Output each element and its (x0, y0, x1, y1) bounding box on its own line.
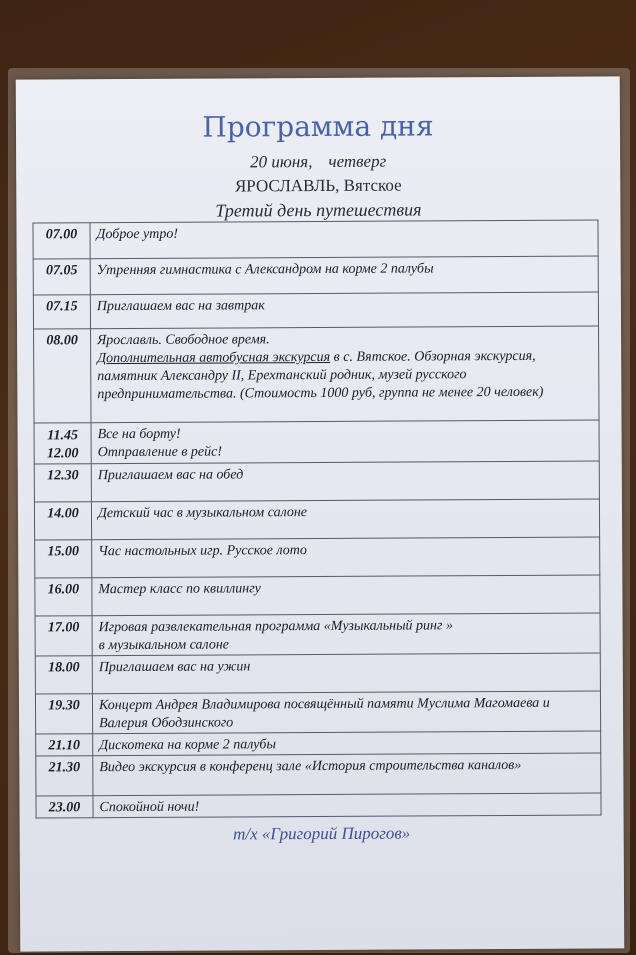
time-cell: 21.30 (36, 756, 93, 796)
time-cell: 12.30 (34, 464, 91, 502)
event-cell: Приглашаем вас на завтрак (90, 292, 598, 329)
event-cell: Видео экскурсия в конференц зале «История строительства каналов» (93, 753, 601, 796)
time-cell: 07.05 (33, 259, 90, 295)
event-cell: Мастер класс по квиллингу (92, 575, 600, 616)
event-cell: Утренняя гимнастика с Александром на корме 2 палубы (90, 256, 598, 295)
time-cell: 17.00 (35, 616, 92, 656)
event-cell: Час настольных игр. Русское лото (92, 537, 600, 578)
time-cell: 07.00 (33, 223, 90, 259)
event-cell (92, 613, 600, 656)
event-line: Ярославль. Свободное время. (97, 332, 270, 349)
event-cell: Приглашаем вас на ужин (92, 653, 600, 694)
event-cell: Спокойной ночи! (93, 793, 601, 818)
time-cell: 18.00 (35, 656, 92, 694)
event-line: в музыкальном салоне (98, 637, 230, 654)
time-line: 12.00 (46, 446, 79, 462)
event-cell: Дискотека на корме 2 палубы (93, 731, 601, 756)
event-line: Отправление в рейс! (97, 444, 223, 461)
time-cell: 21.10 (36, 734, 93, 756)
day-title: Третий день путешествия (215, 199, 422, 221)
event-cell: Концерт Андрея Владимирова посвящённый памяти Муслима Магомаева и Валерия Ободзинского (92, 691, 600, 734)
time-cell: 14.00 (34, 502, 91, 540)
table-row (34, 499, 599, 540)
time-line: 11.45 (47, 428, 78, 444)
time-cell: 07.15 (33, 295, 90, 329)
time-cell: 23.00 (36, 796, 93, 818)
date: 20 июня, (250, 152, 313, 172)
time-cell: 15.00 (35, 540, 92, 578)
table-row (35, 537, 600, 578)
table-row (33, 292, 598, 329)
excursion-details: в с. Вятское. Обзорная экскурсия, памятник Александру II, Ерехтанский родник, музей русского предпринимательства. (Стоимость 1000 руб, группа не менее 20 человек) (97, 348, 544, 403)
schedule-table (32, 220, 601, 819)
excursion-link-text: Дополнительная автобусная экскурсия (97, 349, 331, 367)
table-row (33, 220, 598, 259)
time-cell (34, 423, 91, 464)
table-row (34, 326, 599, 423)
event-line: Все на борту! (97, 426, 181, 443)
date-line (16, 150, 620, 173)
event-cell: Приглашаем вас на обед (91, 461, 599, 502)
location: ЯРОСЛАВЛЬ, Вятское (234, 175, 402, 196)
page-title: Программа дня (202, 109, 434, 144)
table-row (36, 753, 601, 796)
table-row (35, 691, 600, 734)
table-row (36, 731, 601, 756)
table-row (33, 256, 598, 295)
ship-name: т/х «Григорий Пирогов» (233, 823, 411, 844)
event-line: Игровая развлекательная программа «Музыкальный ринг » (98, 618, 453, 636)
event-cell: Доброе утро! (90, 220, 598, 259)
table-row (35, 575, 600, 616)
table-row (34, 461, 599, 502)
time-cell: 19.30 (35, 694, 92, 734)
event-cell (91, 326, 599, 423)
event-cell: Детский час в музыкальном салоне (91, 499, 599, 540)
time-cell: 08.00 (34, 329, 91, 423)
table-row (35, 613, 600, 656)
weekday: четверг (328, 151, 387, 171)
event-cell (91, 420, 599, 464)
table-row (35, 653, 600, 694)
table-row (36, 793, 601, 818)
schedule-sheet (16, 76, 625, 951)
table-row (34, 420, 599, 464)
time-cell: 16.00 (35, 578, 92, 616)
